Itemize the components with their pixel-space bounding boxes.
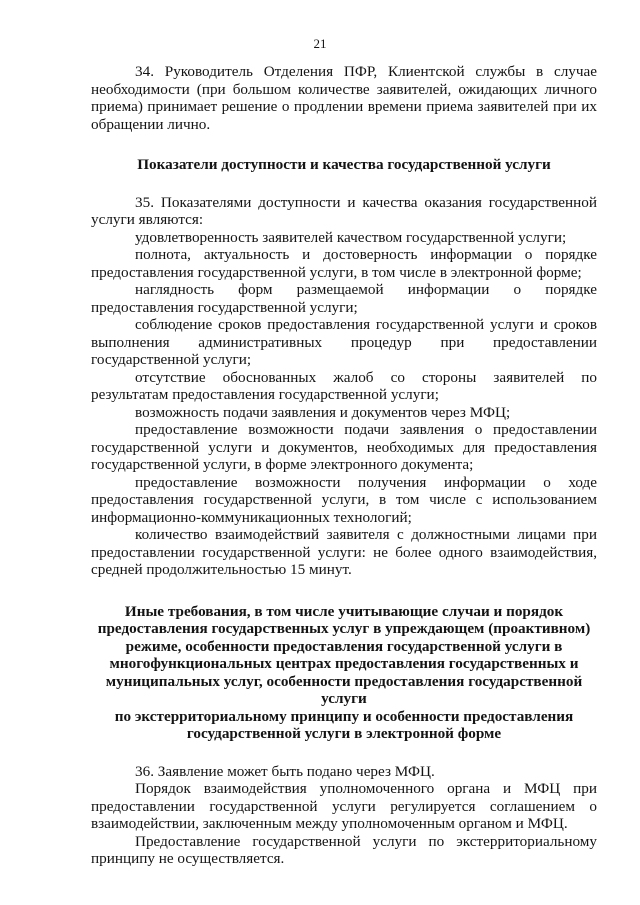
list-item: количество взаимодействий заявителя с должностными лицами при предоставлении государственной услуги: не более одного взаимодействия, средней продолжительностью 15 минут. (91, 526, 597, 578)
list-item: наглядность форм размещаемой информации о порядке предоставления государственной услуги; (91, 281, 597, 316)
paragraph-36: 36. Заявление может быть подано через МФЦ. (135, 762, 435, 780)
paragraph-35-intro: 35. Показателями доступности и качества оказания государственной услуги являются: (91, 193, 597, 228)
list-item: предоставление возможности получения информации о ходе предоставления государственной услуги, в том числе с использованием информационно-коммуникационных технологий; (91, 473, 597, 526)
section-heading-part-1: Иные требования, в том числе учитывающие случаи и порядок предоставления государственных услуг в упреждающем (проактивном) режиме, особенности предоставления государственной услуги в многофункциональных центрах предоставления государственных и муниципальных услуг, особенности предоставления государственной услуги (97, 602, 591, 707)
paragraph-36-extraterritorial: Предоставление государственной услуги по экстерриториальному принципу не осуществляется. (91, 832, 597, 867)
section-heading-part-2: по экстерриториальному принципу и особенности предоставления государственной услуги в электронной форме (114, 707, 574, 742)
page-number: 21 (313, 36, 327, 51)
paragraph-34: 34. Руководитель Отделения ПФР, Клиентской службы в случае необходимости (при большом количестве заявителей, ожидающих личного приема) принимает решение о продлении времени приема заявителей при их обращении лично. (91, 63, 597, 133)
list-item: отсутствие обоснованных жалоб со стороны заявителей по результатам предоставления государственной услуги; (91, 368, 597, 403)
list-item: полнота, актуальность и достоверность информации о порядке предоставления государственной услуги, в том числе в электронной форме; (91, 246, 597, 281)
section-heading-other-requirements (91, 603, 597, 743)
section-heading-availability-quality: Показатели доступности и качества государственной услуги (137, 156, 551, 173)
list-item: удовлетворенность заявителей качеством государственной услуги; (135, 228, 567, 246)
document-body (91, 63, 597, 868)
list-item: соблюдение сроков предоставления государственной услуги и сроков выполнения административных процедур при предоставлении государственной услуги; (91, 316, 597, 368)
list-item: предоставление возможности подачи заявления о предоставлении государственной услуги и документов, необходимых для предоставления государственной услуги, в форме электронного документа; (91, 421, 597, 473)
list-item: возможность подачи заявления и документов через МФЦ; (135, 403, 511, 421)
paragraph-36-interaction: Порядок взаимодействия уполномоченного органа и МФЦ при предоставлении государственной услуги регулируется соглашением о взаимодействии, заключенным между уполномоченным органом и МФЦ. (91, 780, 597, 832)
